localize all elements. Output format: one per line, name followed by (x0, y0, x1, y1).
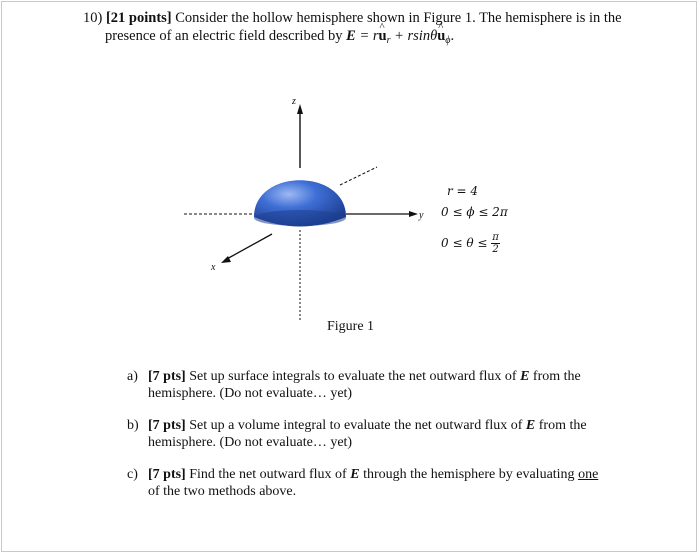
part-points: [7 pts] (148, 418, 186, 433)
pi-over-2-fraction (491, 232, 500, 255)
part-c (127, 466, 607, 500)
field-eq-plus: + rsinθ (390, 28, 438, 44)
part-a (127, 368, 607, 402)
part-text: from the hemisphere. (Do not evaluate… yet) (148, 369, 581, 401)
part-text: Find the net outward flux of (189, 467, 347, 482)
x-axis (225, 234, 272, 260)
neg-x-axis-dashed (340, 167, 377, 185)
figure-caption: Figure 1 (327, 319, 375, 334)
part-b (127, 417, 607, 451)
field-end: . (450, 28, 455, 44)
z-axis-arrowhead (297, 104, 303, 114)
condition-theta (441, 232, 500, 255)
field-eq-mid: = r (355, 28, 379, 44)
part-text: from the hemisphere. (Do not evaluate… yet) (148, 418, 587, 450)
unit-vector-r: ^ u (379, 27, 387, 45)
problem-line-1 (83, 9, 643, 27)
axis-x-label: x (211, 262, 216, 273)
unit-sub-r: r (386, 35, 391, 46)
part-text: Set up surface integrals to evaluate the net outward flux of (189, 369, 517, 384)
part-text: through the hemisphere by evaluating (363, 467, 575, 482)
axis-z-label: z (292, 96, 296, 107)
unit-sub-phi: ϕ (445, 35, 451, 46)
field-symbol: E (520, 369, 530, 384)
part-label: b) (127, 418, 139, 433)
part-points: [7 pts] (148, 467, 186, 482)
field-symbol: E (525, 418, 536, 433)
underlined-word: one (578, 467, 599, 482)
hemisphere-base-shadow (254, 210, 346, 226)
problem-parts (127, 368, 607, 515)
field-symbol: E (346, 28, 356, 44)
problem-text-b: presence of an electric field described by (105, 28, 343, 44)
axis-y-label: y (419, 210, 424, 221)
unit-vector-phi: ^ u (437, 27, 445, 45)
condition-phi: 0 ≤ ϕ ≤ 2π (441, 205, 508, 219)
problem-points: [21 points] (105, 10, 172, 26)
part-points: [7 pts] (148, 369, 186, 384)
problem-statement (83, 9, 643, 50)
condition-theta-text: 0 ≤ θ ≤ (441, 236, 488, 250)
fraction-numerator: π (492, 232, 499, 243)
part-label: c) (127, 467, 138, 482)
field-symbol: E (350, 467, 360, 482)
fraction-denominator: 2 (492, 244, 499, 255)
problem-line-2 (83, 27, 643, 50)
figure-1 (180, 90, 540, 320)
part-label: a) (127, 369, 138, 384)
part-text: of the two methods above. (148, 484, 297, 499)
problem-text-a: Consider the hollow hemisphere shown in Figure 1. The hemisphere is in the (175, 10, 622, 26)
problem-number: 10) (83, 10, 103, 26)
condition-r: r = 4 (447, 184, 479, 198)
part-text: Set up a volume integral to evaluate the net outward flux of (189, 418, 523, 433)
y-axis-arrowhead (409, 211, 418, 217)
